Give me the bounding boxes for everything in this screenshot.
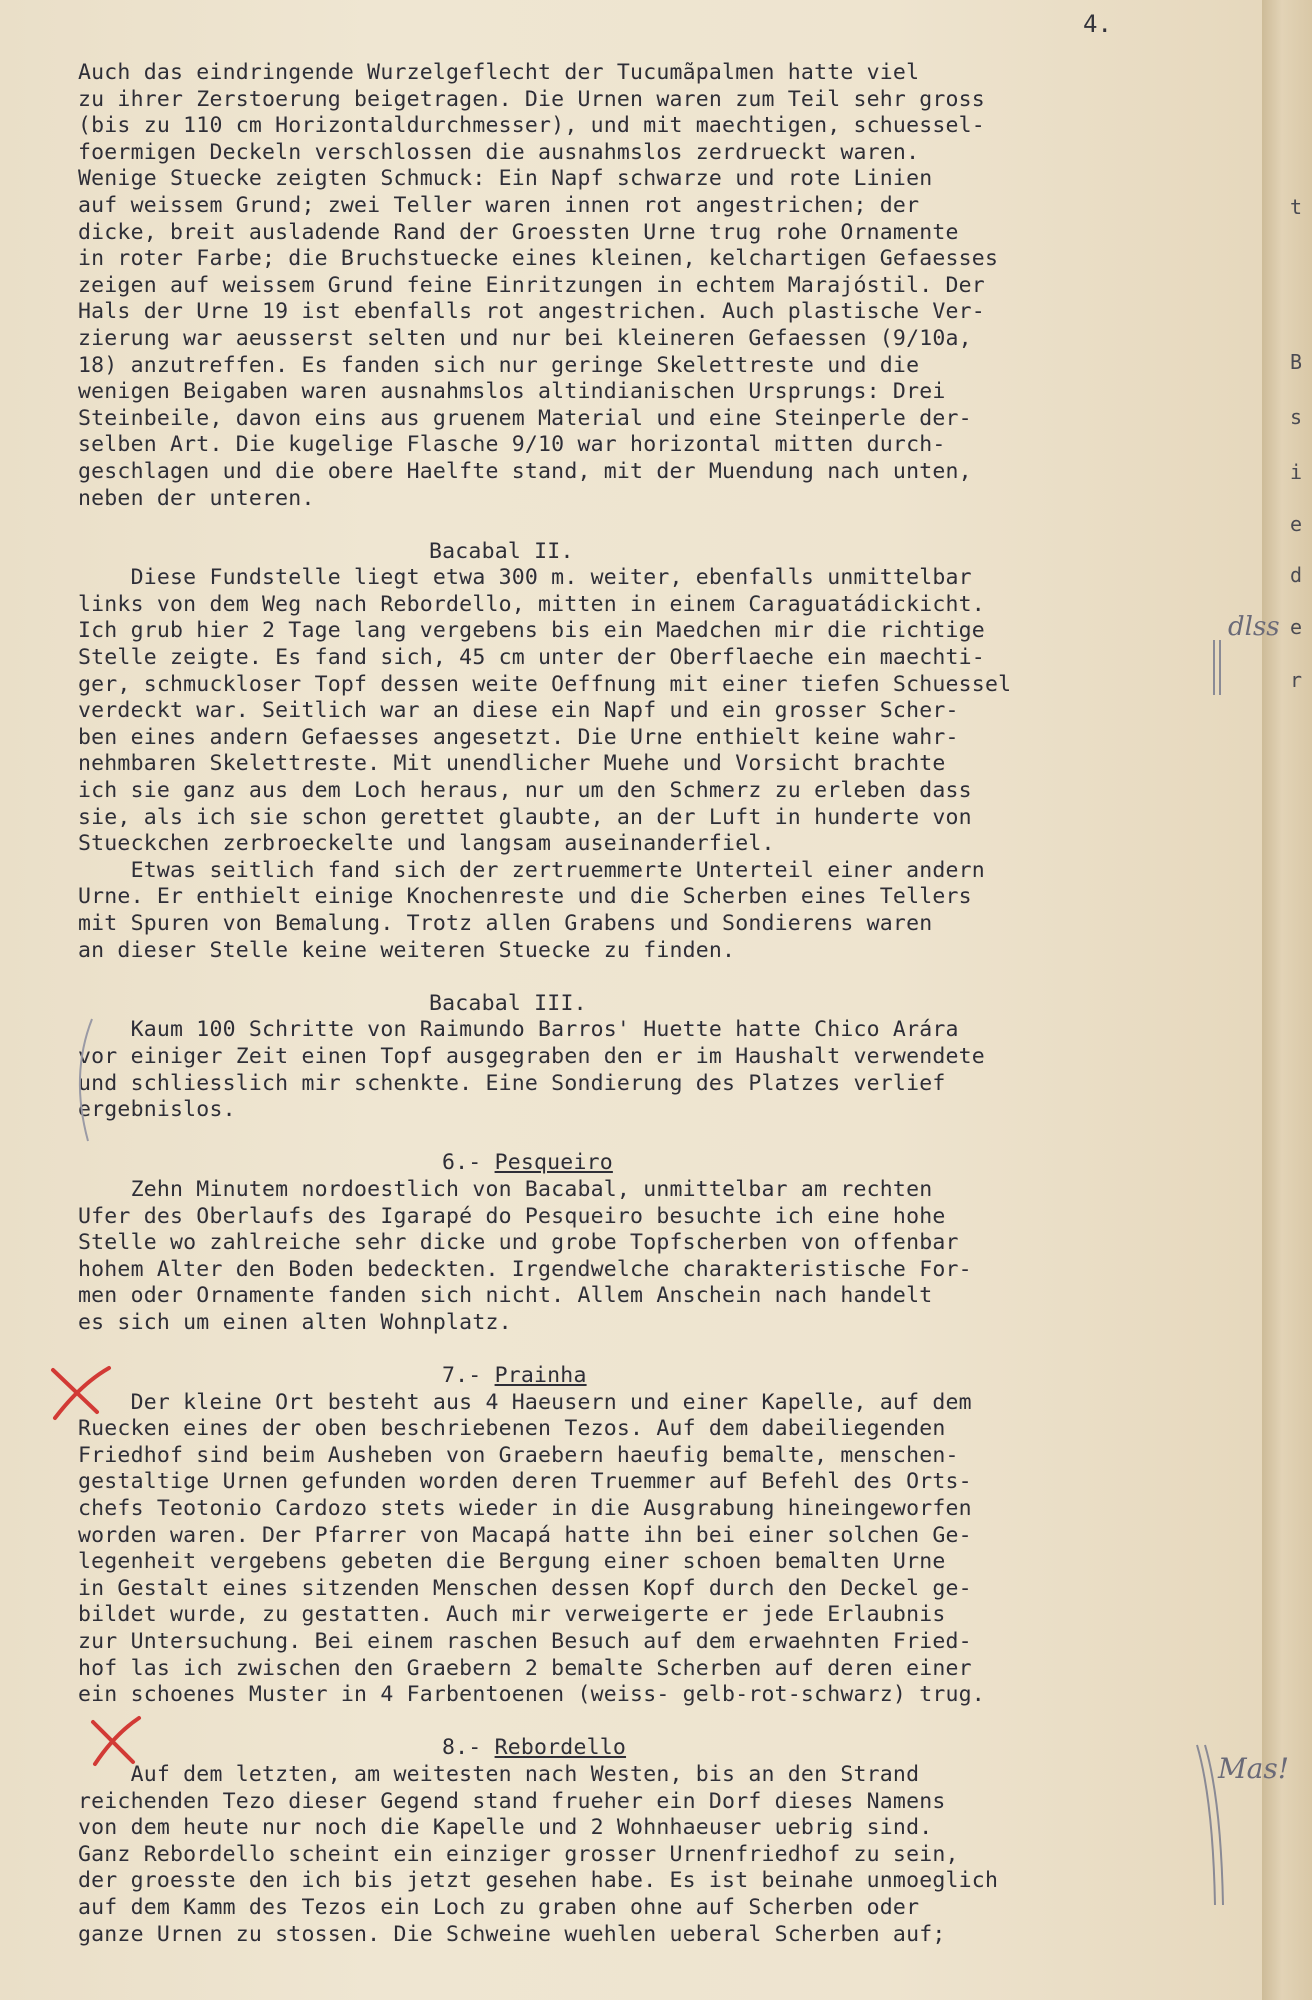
- text-line: und schliesslich mir schenkte. Eine Sondierung des Platzes verlief: [78, 1070, 946, 1096]
- section-heading: [78, 1363, 1228, 1390]
- red-x-mark: [45, 1362, 115, 1422]
- edge-letter: i: [1290, 460, 1303, 484]
- text-line: auf dem Kamm des Tezos ein Loch zu graben ohne auf Scherben oder: [78, 1894, 920, 1920]
- text-line: verdeckt war. Seitlich war an diese ein Napf und ein grosser Scher-: [78, 698, 959, 724]
- text-line: ger, schmuckloser Topf dessen weite Oeffnung mit einer tiefen Schuessel: [78, 671, 1012, 697]
- page-number: 4.: [1083, 10, 1112, 38]
- text-line: Steinbeile, davon eins aus gruenem Material und eine Steinperle der-: [78, 405, 972, 431]
- margin-bracket-lines: [66, 1015, 96, 1145]
- text-line: 18) anzutreffen. Es fanden sich nur geringe Skelettreste und die: [78, 352, 920, 378]
- margin-note: dlss: [1228, 612, 1280, 642]
- text-line: Urne. Er enthielt einige Knochenreste und die Scherben eines Tellers: [78, 884, 972, 910]
- text-line: geschlagen und die obere Haelfte stand, mit der Muendung nach unten,: [78, 458, 972, 484]
- text-line: Ganz Rebordello scheint ein einziger grosser Urnenfriedhof zu sein,: [78, 1841, 959, 1867]
- section-number: 7.-: [442, 1363, 495, 1389]
- text-line: bildet wurde, zu gestatten. Auch mir verweigerte er jede Erlaubnis: [78, 1602, 946, 1628]
- adjacent-page-edge: [1262, 0, 1312, 2000]
- text-line: Stueckchen zerbroeckelte und langsam auseinanderfiel.: [78, 831, 775, 857]
- text-line: hohem Alter den Boden bedeckten. Irgendwelche charakteristische For-: [78, 1256, 972, 1282]
- text-line: links von dem Weg nach Rebordello, mitten in einem Caraguatádickicht.: [78, 591, 985, 617]
- text-line: in roter Farbe; die Bruchstuecke eines kleinen, kelchartigen Gefaesses: [78, 246, 999, 272]
- text-line: vor einiger Zeit einen Topf ausgegraben den er im Haushalt verwendete: [78, 1043, 985, 1069]
- text-line: (bis zu 110 cm Horizontaldurchmesser), und mit maechtigen, schuessel-: [78, 113, 985, 139]
- section-heading: [78, 1150, 1228, 1177]
- text-line: Wenige Stuecke zeigten Schmuck: Ein Napf schwarze und rote Linien: [78, 166, 933, 192]
- text-line: Ruecken eines der oben beschriebenen Tezos. Auf dem dabeiliegenden: [78, 1416, 946, 1442]
- section-title: Rebordello: [494, 1735, 627, 1761]
- text-line: ben eines andern Gefaesses angesetzt. Die Urne enthielt keine wahr-: [78, 724, 959, 750]
- text-line: Ufer des Oberlaufs des Igarapé do Pesqueiro besuchte ich eine hohe: [78, 1203, 946, 1229]
- text-line: ganze Urnen zu stossen. Die Schweine wuehlen ueberal Scherben auf;: [78, 1921, 946, 1947]
- text-line: Friedhof sind beim Ausheben von Graebern haeufig bemalte, menschen-: [78, 1442, 959, 1468]
- text-line: Hals der Urne 19 ist ebenfalls rot angestrichen. Auch plastische Ver-: [78, 299, 985, 325]
- text-line: legenheit vergebens gebeten die Bergung einer schoen bemalten Urne: [78, 1549, 946, 1575]
- text-line: Auch das eindringende Wurzelgeflecht der Tucumãpalmen hatte viel: [78, 60, 920, 85]
- section-title: Prainha: [494, 1363, 587, 1389]
- text-line: Der kleine Ort besteht aus 4 Haeusern und einer Kapelle, auf dem: [78, 1389, 972, 1415]
- text-line: chefs Teotonio Cardozo stets wieder in die Ausgrabung hineingeworfen: [78, 1496, 972, 1522]
- text-line: dicke, breit ausladende Rand der Groessten Urne trug rohe Ornamente: [78, 219, 959, 245]
- edge-letter: s: [1290, 405, 1303, 429]
- section-title: Pesqueiro: [494, 1150, 613, 1176]
- text-line: nehmbaren Skelettreste. Mit unendlicher Muehe und Vorsicht brachte: [78, 751, 946, 777]
- edge-letter: t: [1290, 195, 1303, 219]
- text-line: Zehn Minutem nordoestlich von Bacabal, unmittelbar am rechten: [78, 1176, 933, 1202]
- edge-letter: r: [1290, 668, 1303, 692]
- text-line: Stelle wo zahlreiche sehr dicke und grobe Topfscherben von offenbar: [78, 1230, 959, 1256]
- text-line: men oder Ornamente fanden sich nicht. Allem Anschein nach handelt: [78, 1283, 933, 1309]
- text-line: reichenden Tezo dieser Gegend stand frueher ein Dorf dieses Namens: [78, 1788, 946, 1814]
- margin-bar: [1213, 640, 1215, 695]
- text-line: Ich grub hier 2 Tage lang vergebens bis ein Maedchen mir die richtige: [78, 618, 985, 644]
- text-line: neben der unteren.: [78, 485, 315, 511]
- text-line: der groesste den ich bis jetzt gesehen habe. Es ist beinahe unmoeglich: [78, 1868, 999, 1894]
- margin-bracket-lines: [1195, 1740, 1225, 1910]
- text-line: worden waren. Der Pfarrer von Macapá hatte ihn bei einer solchen Ge-: [78, 1522, 972, 1548]
- text-line: von dem heute nur noch die Kapelle und 2 Wohnhaeuser uebrig sind.: [78, 1815, 933, 1841]
- text-line: gestaltige Urnen gefunden worden deren Truemmer auf Befehl des Orts-: [78, 1469, 972, 1495]
- text-line: Stelle zeigte. Es fand sich, 45 cm unter der Oberflaeche ein maechti-: [78, 645, 985, 671]
- edge-letter: B: [1290, 350, 1303, 374]
- text-line: Auf dem letzten, am weitesten nach Westen, bis an den Strand: [78, 1762, 920, 1787]
- text-line: ergebnislos.: [78, 1097, 236, 1123]
- text-line: zu ihrer Zerstoerung beigetragen. Die Urnen waren zum Teil sehr gross: [78, 86, 985, 112]
- typewritten-text: [78, 60, 1228, 1948]
- section-heading: Bacabal III.: [429, 990, 587, 1016]
- text-line: an dieser Stelle keine weiteren Stuecke zu finden.: [78, 937, 736, 963]
- text-line: zeigen auf weissem Grund feine Einritzungen in echtem Marajóstil. Der: [78, 272, 985, 298]
- margin-bar: [1219, 640, 1221, 695]
- text-line: hof las ich zwischen den Graebern 2 bemalte Scherben auf deren einer: [78, 1655, 972, 1681]
- section-number: 6.-: [442, 1150, 495, 1176]
- margin-note: Mas!: [1218, 1752, 1289, 1785]
- edge-letter: d: [1290, 563, 1303, 587]
- edge-letter: e: [1290, 615, 1303, 639]
- text-line: sie, als ich sie schon gerettet glaubte, an der Luft in hunderte von: [78, 804, 972, 830]
- text-line: zierung war aeusserst selten und nur bei kleineren Gefaessen (9/10a,: [78, 325, 972, 351]
- text-line: wenigen Beigaben waren ausnahmslos altindianischen Ursprungs: Drei: [78, 379, 946, 405]
- section-heading: [78, 1735, 1228, 1762]
- text-line: zur Untersuchung. Bei einem raschen Besuch auf dem erwaehnten Fried-: [78, 1629, 972, 1655]
- text-line: Kaum 100 Schritte von Raimundo Barros' Huette hatte Chico Arára: [78, 1017, 959, 1043]
- text-line: selben Art. Die kugelige Flasche 9/10 war horizontal mitten durch-: [78, 432, 946, 458]
- text-line: es sich um einen alten Wohnplatz.: [78, 1309, 512, 1335]
- text-line: auf weissem Grund; zwei Teller waren innen rot angestrichen; der: [78, 192, 920, 218]
- text-line: ein schoenes Muster in 4 Farbentoenen (weiss- gelb-rot-schwarz) trug.: [78, 1682, 985, 1708]
- text-line: Diese Fundstelle liegt etwa 300 m. weiter, ebenfalls unmittelbar: [78, 565, 972, 591]
- text-line: foermigen Deckeln verschlossen die ausnahmslos zerdrueckt waren.: [78, 139, 920, 165]
- text-line: Etwas seitlich fand sich der zertruemmerte Unterteil einer andern: [78, 857, 985, 883]
- red-x-mark: [85, 1712, 145, 1772]
- text-line: mit Spuren von Bemalung. Trotz allen Grabens und Sondierens waren: [78, 911, 933, 936]
- edge-letter: e: [1290, 512, 1303, 536]
- section-number: 8.-: [442, 1735, 495, 1761]
- text-line: ich sie ganz aus dem Loch heraus, nur um den Schmerz zu erleben dass: [78, 778, 972, 804]
- text-line: in Gestalt eines sitzenden Menschen dessen Kopf durch den Deckel ge-: [78, 1575, 972, 1601]
- section-heading: Bacabal II.: [429, 538, 574, 564]
